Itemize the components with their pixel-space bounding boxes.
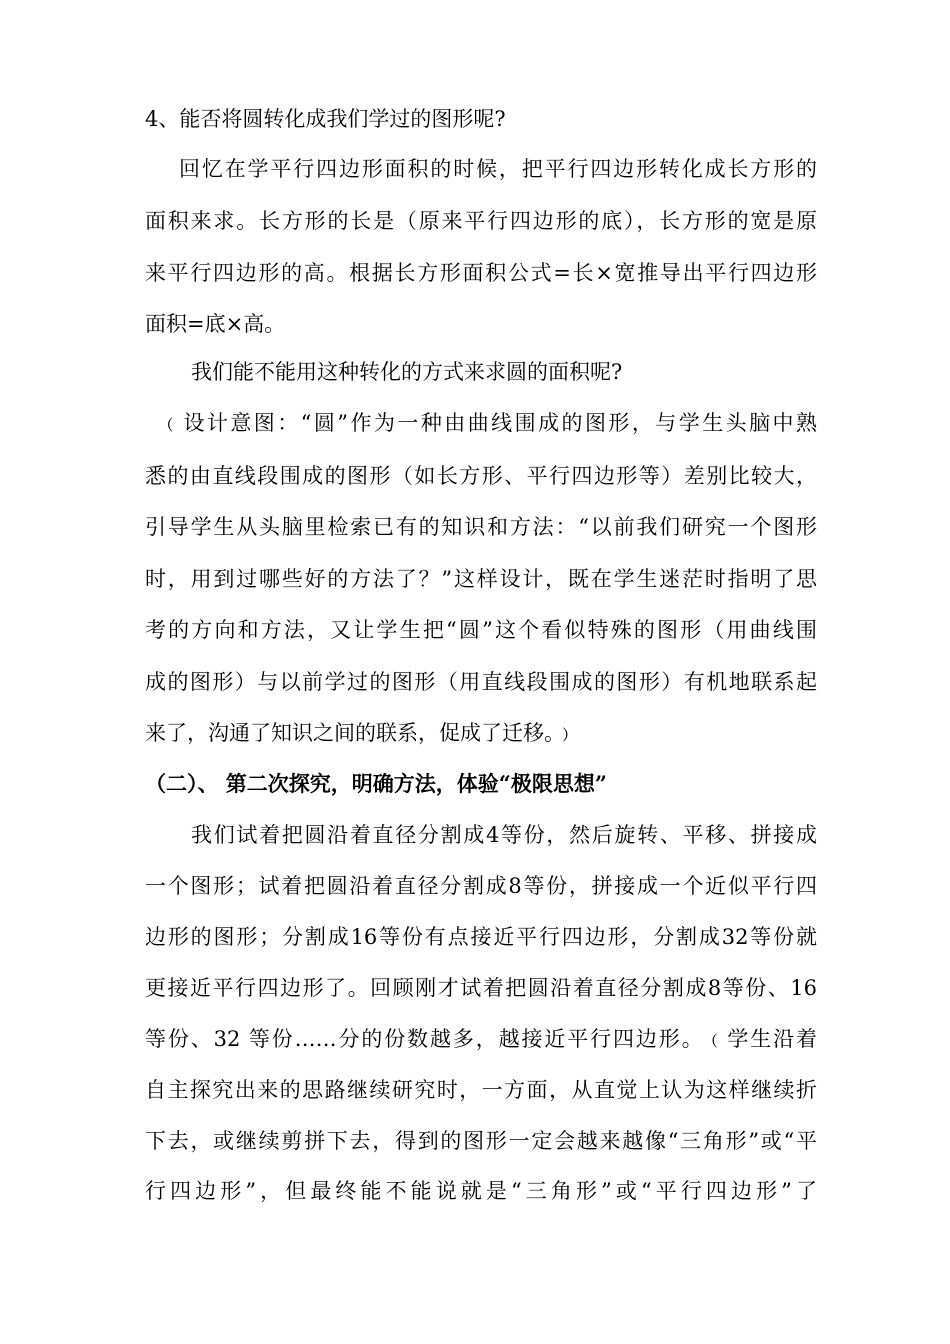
design-intent-line: 悉的由直线段围成的图形（如长方形、平行四边形等）差别比较大， xyxy=(145,464,817,488)
paragraph-line: 我们能不能用这种转化的方式来求圆的面积呢? xyxy=(191,360,623,384)
paragraph-line: 面积来求。长方形的长是（原来平行四边形的底），长方形的宽是原 xyxy=(145,209,817,233)
paragraph-line: 边形的图形；分割成16等份有点接近平行四边形，分割成32等份就 xyxy=(145,925,817,949)
paragraph-line: 行四边形”，但最终能不能说就是“三角形”或“平行四边形”了 xyxy=(145,1179,817,1203)
paragraph-line: 面积=底×高。 xyxy=(145,312,286,336)
paragraph-line: 等份、32 等份……分的份数越多，越接近平行四边形。﹙学生沿着 xyxy=(145,1027,817,1051)
paragraph-line: 来平行四边形的高。根据长方形面积公式=长×宽推导出平行四边形 xyxy=(145,261,817,285)
design-intent-line: ﹙设计意图：“圆”作为一种由曲线围成的图形，与学生头脑中熟 xyxy=(160,411,817,435)
design-intent-line: 来了，沟通了知识之间的联系，促成了迁移。﹚ xyxy=(145,721,576,745)
paragraph-line: 更接近平行四边形了。回顾刚才试着把圆沿着直径分割成8等份、16 xyxy=(145,976,817,1000)
section-heading: （二）、 第二次探究，明确方法，体验“极限思想” xyxy=(145,771,607,796)
paragraph-line: 回忆在学平行四边形面积的时候，把平行四边形转化成长方形的 xyxy=(179,157,817,181)
paragraph-line: 一个图形；试着把圆沿着直径分割成8等份，拼接成一个近似平行四 xyxy=(145,874,817,898)
design-intent-line: 引导学生从头脑里检索已有的知识和方法：“以前我们研究一个图形 xyxy=(145,515,817,539)
design-intent-line: 考的方向和方法，又让学生把“圆”这个看似特殊的图形（用曲线围 xyxy=(145,618,817,642)
question-heading: 4、能否将圆转化成我们学过的图形呢? xyxy=(145,107,506,131)
design-intent-line: 成的图形）与以前学过的图形（用直线段围成的图形）有机地联系起 xyxy=(145,670,817,694)
paragraph-line: 下去，或继续剪拼下去，得到的图形一定会越来越像“三角形”或“平 xyxy=(145,1129,817,1153)
paragraph-line: 自主探究出来的思路继续研究时，一方面，从直觉上认为这样继续折 xyxy=(145,1078,817,1102)
paragraph-line: 我们试着把圆沿着直径分割成4等份，然后旋转、平移、拼接成 xyxy=(191,823,817,847)
design-intent-line: 时，用到过哪些好的方法了？”这样设计，既在学生迷茫时指明了思 xyxy=(145,567,817,591)
